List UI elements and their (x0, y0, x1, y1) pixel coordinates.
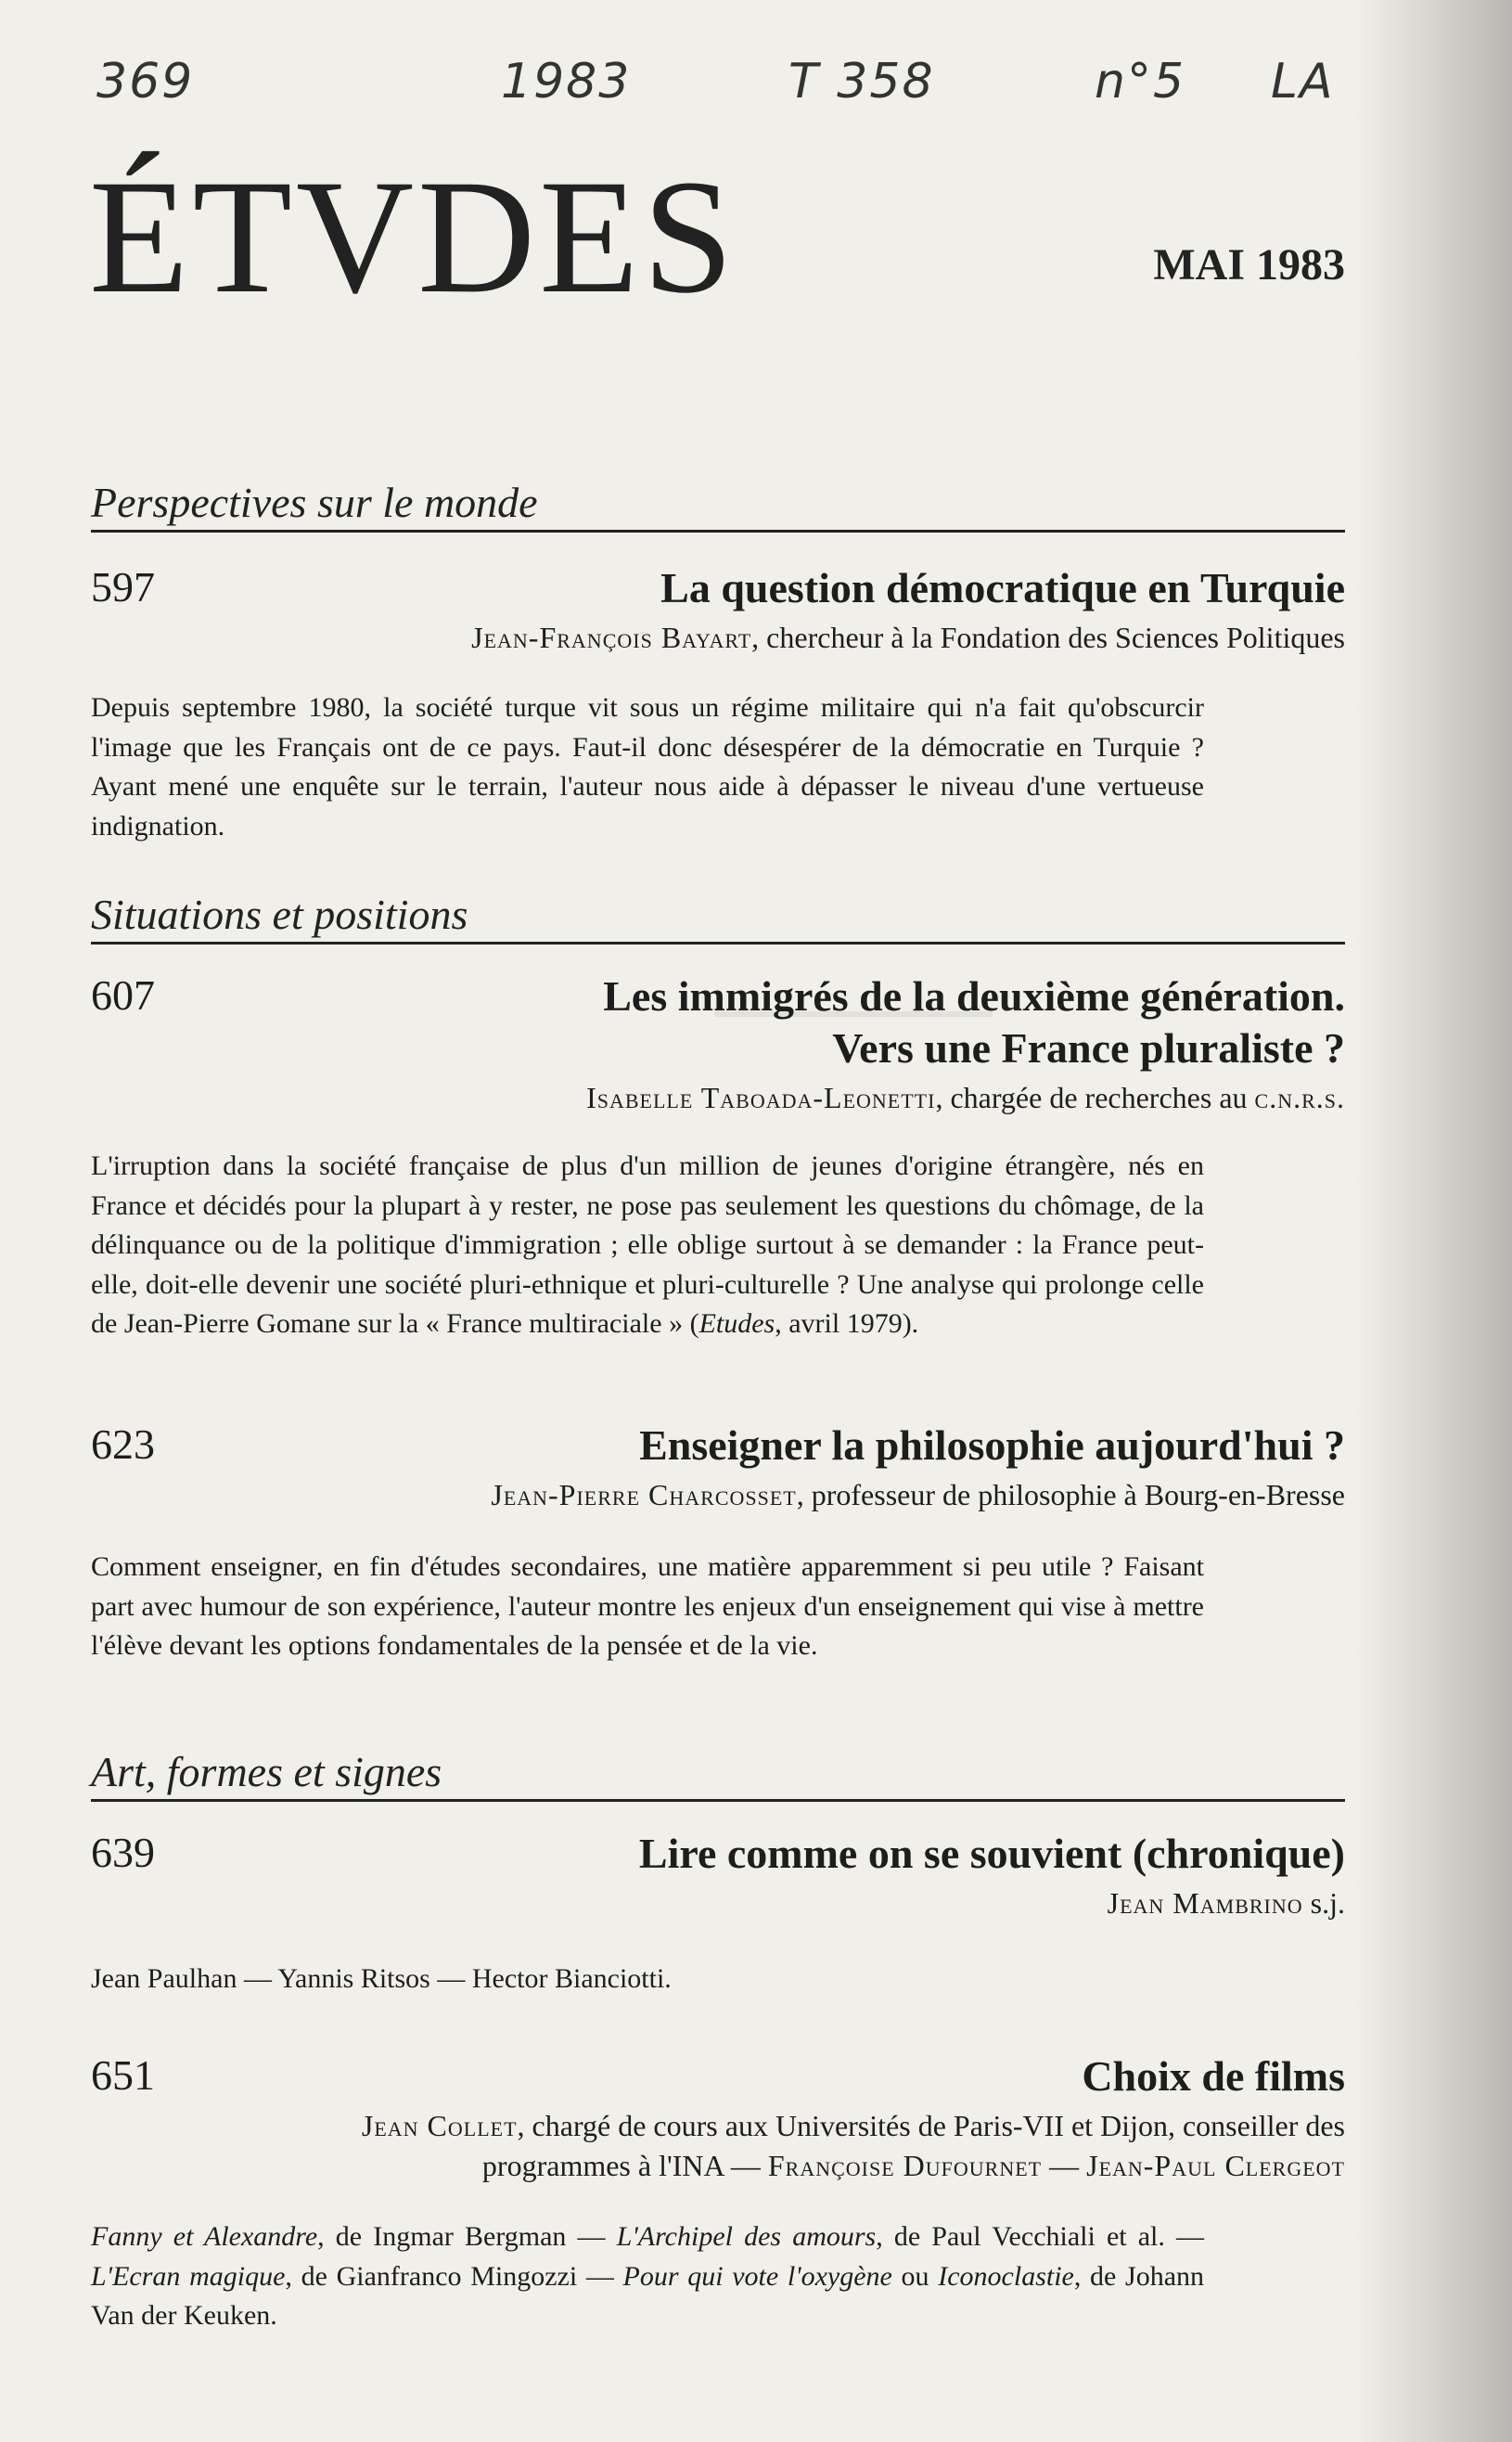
author-name: Françoise Dufournet (767, 2149, 1043, 2183)
article-entry (91, 1420, 1345, 1515)
journal-masthead: ÉTVDES (89, 147, 737, 328)
author-line (91, 2146, 1345, 2186)
film-separator: ou (891, 2260, 939, 2292)
handwritten-note: LA (1271, 54, 1335, 109)
article-abstract (91, 1147, 1204, 1344)
film-title: Fanny et Alexandre (91, 2221, 318, 2252)
article-title: La question démocratique en Turquie (660, 564, 1345, 611)
article-title: Lire comme on se souvient (chronique) (638, 1830, 1345, 1877)
organization-acronym: c.n.r.s. (1254, 1081, 1345, 1115)
film-title: L'Archipel des amours (616, 2221, 877, 2252)
abstract-text-end: , avril 1979). (775, 1308, 919, 1340)
article-entry (91, 2050, 1345, 2186)
author-affiliation: , chargée de recherches au (935, 1081, 1255, 1115)
film-director: , de Gianfranco Mingozzi — (285, 2260, 623, 2292)
author-line (91, 1475, 1345, 1515)
author-name: Jean-Pierre Charcosset (491, 1478, 797, 1512)
article-title-line: Vers une France pluraliste ? (832, 1024, 1345, 1073)
article-title: Choix de films (1082, 2052, 1345, 2100)
page-number: 607 (91, 971, 155, 1019)
page-number: 651 (91, 2051, 155, 2099)
handwritten-note: 1983 (501, 54, 632, 109)
film-director: , de Ingmar Bergman — (317, 2221, 617, 2252)
author-name: Jean-Paul Clergeot (1086, 2149, 1345, 2183)
author-affiliation: programmes à l'INA — (481, 2149, 768, 2183)
handwritten-note: n°5 (1095, 54, 1186, 109)
article-abstract: Jean Paulhan — Yannis Ritsos — Hector Bianciotti. (91, 1963, 672, 1994)
page-number: 623 (91, 1420, 155, 1468)
author-name: Jean Mambrino (1107, 1886, 1303, 1921)
author-affiliation: , professeur de philosophie à Bourg-en-Bresse (796, 1478, 1345, 1512)
author-name: Jean Collet (361, 2109, 518, 2143)
author-line (91, 2106, 1345, 2146)
article-title: Enseigner la philosophie aujourd'hui ? (639, 1421, 1345, 1469)
page-number: 639 (91, 1829, 155, 1876)
handwritten-note: 369 (96, 54, 195, 109)
article-entry (91, 970, 1345, 1118)
article-entry (91, 562, 1345, 658)
film-title: Pour qui vote l'oxygène (622, 2260, 892, 2292)
page-number: 597 (91, 563, 155, 610)
journal-reference: Etudes (698, 1308, 775, 1340)
author-affiliation: , chargé de cours aux Universités de Paris-VII et Dijon, conseiller des (517, 2109, 1345, 2143)
section-heading: Art, formes et signes (91, 1748, 1345, 1802)
author-name: Jean-François Bayart (471, 621, 752, 655)
article-entry (91, 1828, 1345, 1923)
page-binding-shadow (1354, 0, 1512, 2442)
section-heading: Perspectives sur le monde (91, 479, 1345, 533)
article-abstract: Comment enseigner, en fin d'études secondaires, une matière apparemment si peu utile ? Faisant part avec humour de son expérience, l'auteur montre les enjeux d'un enseignement qui vise à mettre l'élève devant les options fondamentales de la pensée et de la vie. (91, 1551, 1204, 1662)
author-affiliation: , chercheur à la Fondation des Sciences Politiques (751, 621, 1345, 655)
section-heading: Situations et positions (91, 891, 1345, 945)
film-title: Iconoclastie (938, 2260, 1074, 2292)
article-title-line: Les immigrés de la deuxième génération. (603, 972, 1345, 1020)
author-line (91, 1078, 1345, 1118)
film-title: L'Ecran magique (91, 2260, 286, 2292)
author-line (91, 618, 1345, 658)
author-separator: — (1042, 2149, 1087, 2183)
film-director: , de Paul Vecchiali et al. — (876, 2221, 1205, 2252)
author-line (91, 1883, 1345, 1923)
author-name: Isabelle Taboada-Leonetti (586, 1081, 936, 1115)
film-director: , de Johann Van der Keuken. (91, 2260, 1205, 2332)
abstract-text: L'irruption dans la société française de plus d'un million de jeunes d'origine étrangère, nés en France et décidés pour la plupart à y rester, ne pose pas seulement les questions du chômage, de la délinquance ou de la politique d'immigration ; elle oblige surtout à se demander : la France peut-elle, doit-elle devenir une société pluri-ethnique et pluri-culturelle ? Une analyse qui prolonge celle de Jean-Pierre Gomane sur la « France multiraciale » ( (91, 1150, 1204, 1340)
author-affiliation: s.j. (1302, 1886, 1345, 1921)
article-abstract (91, 2217, 1204, 2336)
article-abstract: Depuis septembre 1980, la société turque vit sous un régime militaire qui n'a fait qu'obscurcir l'image que les Français ont de ce pays. Faut-il donc désespérer de la démocratie en Turquie ? Ayant mené une enquête sur le terrain, l'auteur nous aide à dépasser le niveau d'une vertueuse indignation. (91, 692, 1204, 842)
issue-date: MAI 1983 (1153, 240, 1345, 289)
handwritten-note: T 358 (788, 54, 935, 109)
